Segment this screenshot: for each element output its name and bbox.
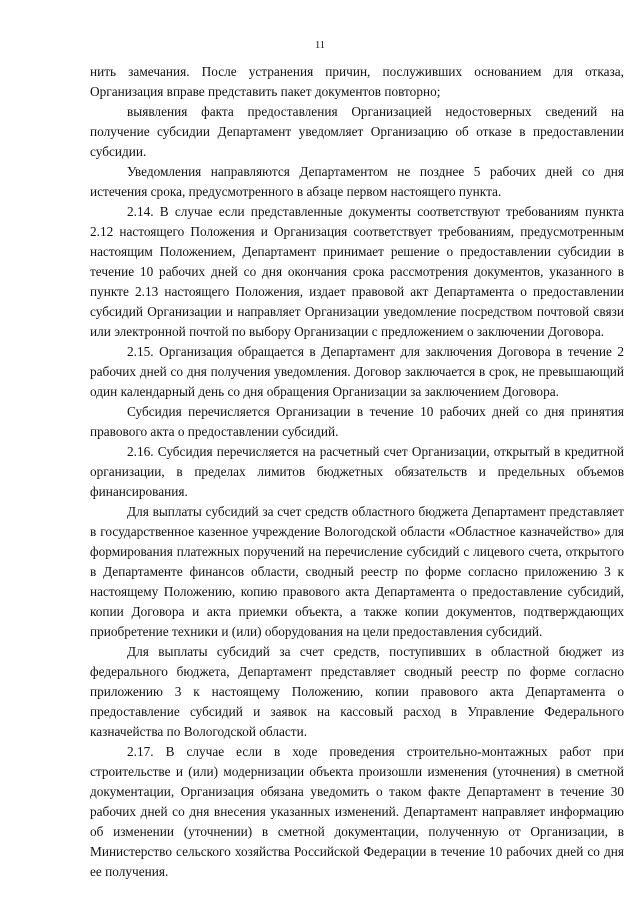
paragraph-continuation: нить замечания. После устранения причин, послуживших основанием для отказа, Организация вправе представить пакет документов повторно; [90, 64, 624, 99]
paragraph-2-14: 2.14. В случае если представленные документы соответствуют требованиям пункта 2.12 настоящего Положения и Организация соответствует требованиям, предусмотренным настоящим Положением, Департамент принимает решение о предоставлении субсидии в течение 10 рабочих дней со дня окончания срока рассмотрения документов, указанного в пункте 2.13 настоящего Положения, издает правовой акт Департамента о предоставлении субсидий Организации и направляет Организации уведомление посредством почтовой связи или электронной почтой по выбору Организации с предложением о заключении Договора. [90, 204, 624, 339]
paragraph-2-15: 2.15. Организация обращается в Департамент для заключения Договора в течение 2 рабочих дней со дня получения уведомления. Договор заключается в срок, не превышающий один календарный день со дня обращения Организации за заключением Договора. [90, 344, 624, 399]
paragraph-regional-budget: Для выплаты субсидий за счет средств областного бюджета Департамент представляет в государственное казенное учреждение Вологодской области «Областное казначейство» для формирования платежных поручений на перечисление субсидий с лицевого счета, открытого в Департаменте финансов области, сводный реестр по форме согласно приложению 3 к настоящему Положению, копию правового акта Департамента о предоставление субсидий, копии Договора и акта приемки объекта, а также копии документов, подтверждающих приобретение техники и (или) оборудования на цели предоставления субсидий. [90, 504, 624, 639]
paragraph-false-info: выявления факта предоставления Организацией недостоверных сведений на получение субсидии Департамент уведомляет Организацию об отказе в предоставлении субсидии. [90, 104, 624, 159]
document-body [90, 62, 624, 882]
paragraph-notification-deadline: Уведомления направляются Департаментом не позднее 5 рабочих дней со дня истечения срока, предусмотренного в абзаце первом настоящего пункта. [90, 164, 624, 199]
page-number: 11 [314, 40, 326, 51]
paragraph-subsidy-transfer: Субсидия перечисляется Организации в течение 10 рабочих дней со дня принятия правового акта о предоставлении субсидий. [90, 404, 624, 439]
paragraph-2-17: 2.17. В случае если в ходе проведения строительно-монтажных работ при строительстве и (или) модернизации объекта произошли изменения (уточнения) в сметной документации, Организация обязана уведомить о таком факте Департамент в течение 30 рабочих дней со дня внесения указанных изменений. Департамент направляет информацию об изменении (уточнении) в сметной документации, полученную от Организации, в Министерство сельского хозяйства Российской Федерации в течение 10 рабочих дней со дня ее получения. [90, 744, 624, 879]
paragraph-2-16: 2.16. Субсидия перечисляется на расчетный счет Организации, открытый в кредитной организации, в пределах лимитов бюджетных обязательств и предельных объемов финансирования. [90, 444, 624, 499]
paragraph-federal-budget: Для выплаты субсидий за счет средств, поступивших в областной бюджет из федерального бюджета, Департамент представляет сводный реестр по форме согласно приложению 3 к настоящему Положению, копии правового акта Департамента о предоставление субсидий и заявок на кассовый расход в Управление Федерального казначейства по Вологодской области. [90, 644, 624, 739]
